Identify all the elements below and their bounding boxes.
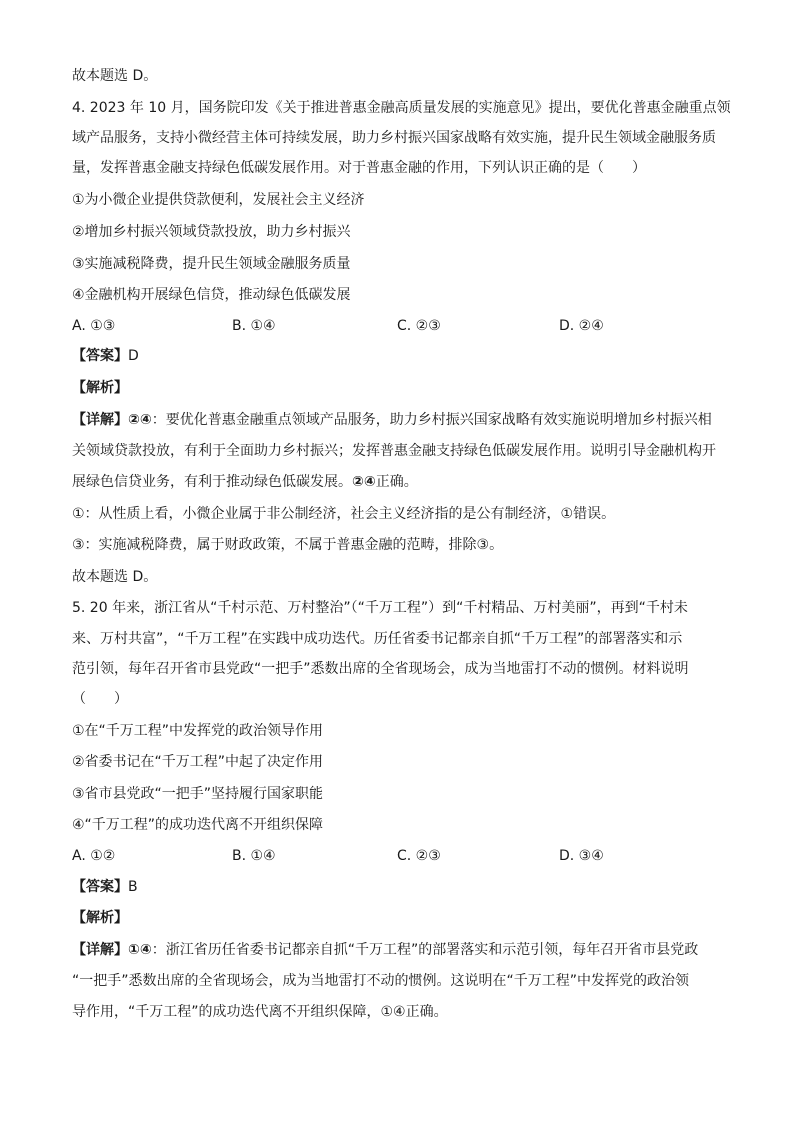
q4-answer-label: 【答案】 bbox=[72, 348, 128, 364]
q5-option-c[interactable]: C. ②③ bbox=[397, 848, 441, 864]
q4-stem-line-2: 域产品服务，支持小微经营主体可持续发展，助力乡村振兴国家战略有效实施，提升民生领域金融服务质 bbox=[72, 130, 716, 146]
q4-item-1: ①为小微企业提供贷款便利，发展社会主义经济 bbox=[72, 192, 365, 208]
q4-answer bbox=[72, 346, 722, 366]
q4-option-d[interactable]: D. ②④ bbox=[559, 318, 604, 334]
q4-analysis-label: 【解析】 bbox=[72, 380, 128, 396]
q5-answer-value: B bbox=[128, 879, 138, 895]
q5-item-1: ①在“千万工程”中发挥党的政治领导作用 bbox=[72, 723, 324, 739]
q4-detail-text-1: ：要优化普惠金融重点领域产品服务，助力乡村振兴国家战略有效实施说明增加乡村振兴相 bbox=[151, 412, 712, 428]
q5-stem-line-1: 5. 20 年来，浙江省从“千村示范、万村整治”（“千万工程”）到“千村精品、万村美丽”，再到“千村未 bbox=[72, 600, 688, 616]
q4-item-4: ④金融机构开展绿色信贷，推动绿色低碳发展 bbox=[72, 287, 351, 303]
q4-options bbox=[72, 316, 722, 336]
q4-answer-value: D bbox=[128, 348, 139, 364]
q4-option-b[interactable]: B. ①④ bbox=[232, 318, 276, 334]
q5-detail-line-3: 导作用，“千万工程”的成功迭代离不开组织保障，①④正确。 bbox=[72, 1004, 448, 1020]
q4-option-a[interactable]: A. ①③ bbox=[72, 318, 116, 334]
q5-option-b[interactable]: B. ①④ bbox=[232, 848, 276, 864]
q4-detail-nums: ②④ bbox=[128, 412, 152, 428]
q4-item-3: ③实施减税降费，提升民生领域金融服务质量 bbox=[72, 256, 351, 272]
q5-item-3: ③省市县党政“一把手”坚持履行国家职能 bbox=[72, 786, 324, 802]
q4-option-c[interactable]: C. ②③ bbox=[397, 318, 441, 334]
q4-detail-line-5: ③：实施减税降费，属于财政政策，不属于普惠金融的范畴，排除③。 bbox=[72, 537, 504, 553]
q5-detail-line-2: “一把手”悉数出席的全省现场会，成为当地雷打不动的惯例。这说明在“千万工程”中发挥党的政治领 bbox=[72, 973, 690, 989]
q4-detail-label: 【详解】 bbox=[72, 412, 128, 428]
q5-detail-text-1: ：浙江省历任省委书记都亲自抓“千万工程”的部署落实和示范引领，每年召开省市县党政 bbox=[151, 942, 699, 958]
q4-stem-line-3: 量，发挥普惠金融支持绿色低碳发展作用。对于普惠金融的作用，下列认识正确的是（ ） bbox=[72, 160, 646, 176]
q4-item-2: ②增加乡村振兴领域贷款投放，助力乡村振兴 bbox=[72, 224, 351, 240]
q5-detail-line-1 bbox=[72, 940, 722, 960]
q4-detail-line-4: ①：从性质上看，小微企业属于非公制经济，社会主义经济指的是公有制经济，①错误。 bbox=[72, 506, 616, 522]
q5-option-a[interactable]: A. ①② bbox=[72, 848, 116, 864]
q4-stem-line-1: 4. 2023 年 10 月，国务院印发《关于推进普惠金融高质量发展的实施意见》提出，要优化普惠金融重点领 bbox=[72, 100, 731, 116]
q4-detail-text-3a: 展绿色信贷业务，有利于推动绿色低碳发展。 bbox=[72, 474, 352, 490]
q4-detail-line-1 bbox=[72, 410, 722, 430]
q5-answer bbox=[72, 877, 722, 897]
q5-analysis-label: 【解析】 bbox=[72, 910, 128, 926]
q5-stem-line-3: 范引领，每年召开省市县党政“一把手”悉数出席的全省现场会，成为当地雷打不动的惯例。材料说明 bbox=[72, 661, 689, 677]
q5-stem-line-2: 来、万村共富”，“千万工程”在实践中成功迭代。历任省委书记都亲自抓“千万工程”的部署落实和示 bbox=[72, 631, 683, 647]
q4-detail-line-3 bbox=[72, 472, 722, 492]
q4-detail-line-2: 关领域贷款投放，有利于全面助力乡村振兴；发挥普惠金融支持绿色低碳发展作用。说明引导金融机构开 bbox=[72, 443, 716, 459]
q5-item-4: ④“千万工程”的成功迭代离不开组织保障 bbox=[72, 817, 324, 833]
q5-stem-line-4: （ ） bbox=[72, 691, 128, 707]
q4-detail-text-3c: 正确。 bbox=[375, 474, 418, 490]
q5-answer-label: 【答案】 bbox=[72, 879, 128, 895]
q5-item-2: ②省委书记在“千万工程”中起了决定作用 bbox=[72, 754, 324, 770]
q5-detail-label: 【详解】 bbox=[72, 942, 128, 958]
q5-detail-nums: ①④ bbox=[128, 942, 152, 958]
q5-options bbox=[72, 846, 722, 866]
q5-option-d[interactable]: D. ③④ bbox=[559, 848, 604, 864]
q4-detail-text-3b: ②④ bbox=[352, 474, 376, 490]
q4-conclusion: 故本题选 D。 bbox=[72, 569, 158, 585]
q3-conclusion: 故本题选 D。 bbox=[72, 68, 158, 84]
